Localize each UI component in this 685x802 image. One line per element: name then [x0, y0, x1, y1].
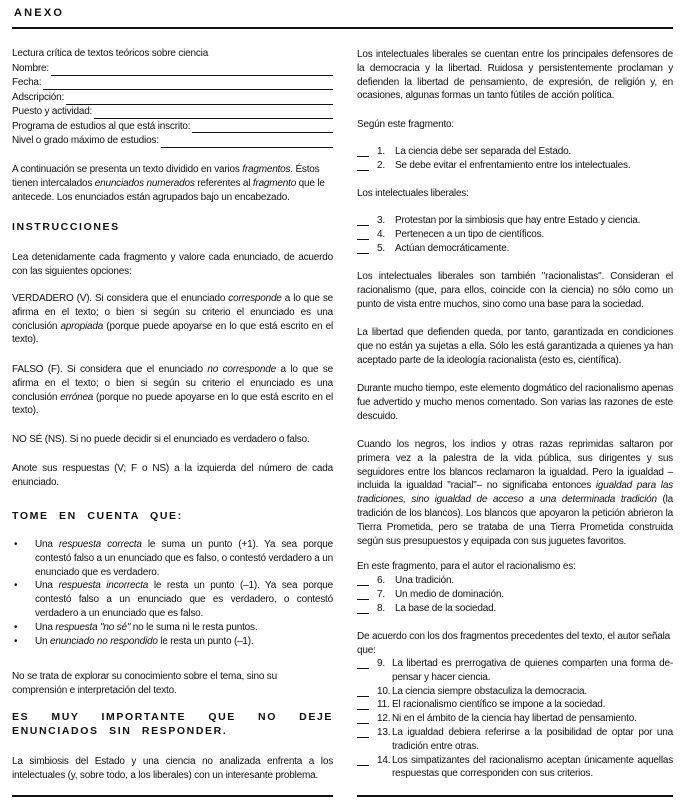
statement-text: Actúan democráticamente. [395, 242, 510, 254]
statement-item [357, 685, 673, 699]
statement-text: Pertenecen a un tipo de científicos. [395, 228, 545, 240]
bullet-icon: • [14, 539, 18, 550]
text-em: fragmentos [242, 164, 291, 175]
form-title: Lectura crítica de textos teóricos sobre ciencia [12, 48, 209, 59]
important-notice: ES MUY IMPORTANTE QUE NO DEJE ENUNCIADOS SIN RESPONDER. [12, 711, 333, 737]
bullet-icon: • [14, 580, 18, 592]
statement-text: La libertad es prerrogativa de quienes comparten una forma de-pensar y hacer ciencia. [392, 658, 673, 683]
field-line[interactable] [43, 78, 333, 90]
statement-item [357, 712, 673, 726]
text: que le antecede. Los enunciados están agrupados bajo un encabezado. [12, 177, 325, 203]
text: a lo que se afirma en el texto; o bien si según su criterio el enunciado es una conclusión [12, 293, 333, 332]
form-section [12, 47, 333, 148]
answer-blank[interactable] [357, 657, 369, 669]
statement-item [357, 657, 673, 685]
field-label: Fecha: [12, 77, 42, 89]
text: (porque puede apoyarse en lo que está escrito en el texto). [12, 320, 333, 346]
statement-text: Un medio de dominación. [395, 588, 504, 600]
answer-blank[interactable] [357, 159, 369, 171]
statement-text: La ciencia debe ser separada del Estado. [395, 146, 572, 157]
statement-item [357, 242, 673, 256]
text: no le suma ni le resta puntos. [130, 621, 258, 633]
statement-group-2 [357, 214, 673, 255]
statement-text: Protestan por la simbiosis que hay entre Estado y ciencia. [395, 215, 641, 226]
answer-blank[interactable] [357, 602, 369, 614]
instructions-lead: Lea detenidamente cada fragmento y valore cada enunciado, de acuerdo con las siguientes opciones: [12, 252, 333, 277]
statement-item [357, 214, 673, 228]
text: referentes al [194, 177, 253, 189]
statement-item [357, 574, 673, 588]
text: le resta un punto (–1). Ya sea porque contestó falso a un enunciado que es verdadero, o contestó verdadero a un enunciado que es falso. [35, 580, 333, 619]
anote-instructions: Anote sus respuestas (V; F o NS) a la izquierda del número de cada enunciado. [12, 463, 333, 488]
header-divider [12, 27, 673, 29]
text: . Éstos tienen intercalados [12, 164, 320, 189]
footer-divider-right [357, 795, 673, 797]
answer-blank[interactable] [357, 698, 369, 710]
scoring-list [12, 538, 333, 648]
text-em: apropiada [60, 320, 104, 332]
text: (porque no puede apoyarse en lo que está escrito en el texto). [12, 391, 333, 417]
field-programa[interactable] [12, 119, 333, 133]
scoring-item [12, 635, 333, 649]
fragment-2: Los intelectuales liberales son también "racionalistas". Consideran el racionalismo (que, para ellos, coincide con la ciencia) no sólo como un punto de vista entre muchos, sino como una base para la sociedad. [357, 271, 673, 310]
answer-blank[interactable] [357, 228, 369, 240]
fragment-1: Los intelectuales liberales se cuentan entre los principales defensores de la democracia y la libertad. Ruidosa y persistentemente proclaman y defienden la libertad de pensamiento, de expresión, de religión y, en ocasiones, algunas formas un tanto fútiles de acción política. [357, 49, 673, 102]
field-adscripcion[interactable] [12, 90, 333, 104]
text: (la tradición de los blancos). Los blancos que apoyaron la petición abrieron la Tierra Prometida, pero se trataba de una Tierra Prometida construida según sus presupuestos y equipada con sus juguetes favoritos. [357, 494, 674, 547]
statement-group-1 [357, 145, 673, 173]
answer-blank[interactable] [357, 214, 369, 226]
answer-blank[interactable] [357, 754, 369, 766]
statement-number: 5. [377, 242, 385, 254]
footer-divider-left [12, 795, 333, 797]
answer-blank[interactable] [357, 588, 369, 600]
intro-paragraph [12, 163, 333, 204]
text-em: respuesta "no sé" [55, 621, 131, 633]
field-nombre[interactable] [12, 61, 333, 75]
statement-text: Una tradición. [395, 575, 454, 586]
text-em: respuesta incorrecta [58, 580, 149, 592]
text: Cuando los negros, los indios y otras razas reprimidas saltaron por primera vez a la palestra de la vida pública, sus dirigentes y sus seguidores entre los blancos reclamaron la igualdad. Pero la igualdad –incluida la igualdad "racial"– no significaba entonces [357, 439, 673, 492]
statement-group-4 [357, 657, 673, 781]
answer-blank[interactable] [357, 242, 369, 254]
statement-item [357, 588, 673, 602]
statement-number: 10. [377, 685, 391, 697]
field-label: Nombre: [12, 62, 49, 74]
text-em: errónea [60, 391, 94, 403]
text-em: enunciado no respondido [49, 635, 158, 647]
statement-number: 4. [377, 228, 385, 240]
text: Una [35, 580, 59, 592]
statement-number: 7. [377, 588, 385, 600]
statement-item [357, 228, 673, 242]
statement-number: 12. [377, 713, 391, 725]
instructions-heading: INSTRUCCIONES [12, 221, 120, 233]
question-4: De acuerdo con los dos fragmentos precedentes del texto, el autor señala que: [357, 631, 671, 656]
answer-blank[interactable] [357, 145, 369, 157]
statement-number: 3. [377, 215, 385, 226]
option-verdadero [12, 292, 333, 347]
statement-text: La ciencia siempre obstaculiza la democracia. [392, 685, 587, 697]
statement-number: 2. [377, 159, 385, 171]
field-label: Programa de estudios al que está inscrito: [12, 120, 191, 132]
field-label: Nivel o grado máximo de estudios: [12, 134, 159, 146]
field-line[interactable] [192, 121, 333, 133]
text-em: fragmento [252, 177, 297, 189]
statement-item [357, 754, 673, 782]
field-label: Adscripción: [12, 91, 65, 103]
text-em: igualdad para las tradiciones, sino igualdad de acceso a una determinada tradición [357, 480, 673, 506]
field-nivel[interactable] [12, 133, 333, 147]
text: Una [35, 621, 56, 633]
statement-number: 6. [377, 575, 385, 586]
statement-number: 11. [377, 699, 390, 711]
text-em: respuesta correcta [58, 539, 142, 550]
text: Una [35, 539, 59, 550]
field-line[interactable] [51, 64, 333, 76]
answer-blank[interactable] [357, 574, 369, 586]
statement-item [357, 726, 673, 754]
statement-number: 8. [377, 602, 385, 614]
statement-group-3 [357, 574, 673, 615]
text: le resta un punto (–1). [157, 635, 254, 647]
scoring-item [12, 621, 333, 635]
scoring-item [12, 579, 333, 620]
statement-number: 9. [377, 658, 385, 669]
field-line[interactable] [94, 107, 333, 119]
scoring-item [12, 538, 333, 579]
question-1: Según este fragmento: [357, 119, 454, 130]
fragment-4: Durante mucho tiempo, este elemento dogmático del racionalismo apenas fue advertido y mucho menos comentado. Son varias las razones de este descuido. [357, 383, 673, 422]
field-label: Puesto y actividad: [12, 106, 93, 118]
statement-text: La base de la sociedad. [395, 602, 497, 614]
question-2: Los intelectuales liberales: [357, 188, 469, 199]
statement-text: Los simpatizantes del racionalismo aceptan únicamente aquellas respuestas que corresponden con sus criterios. [392, 754, 673, 780]
question-3: En este fragmento, para el autor el racionalismo es: [357, 561, 576, 572]
bullet-icon: • [14, 621, 18, 633]
statement-item [357, 159, 673, 173]
field-fecha[interactable] [12, 76, 333, 90]
text: a lo que se afirma en el texto; o bien si según su criterio el enunciado es una conclusión [12, 364, 333, 403]
statement-number: 14. [377, 754, 391, 766]
bullet-icon: • [14, 635, 18, 647]
field-puesto[interactable] [12, 105, 333, 119]
statement-text: Se debe evitar el enfrentamiento entre los intelectuales. [395, 159, 631, 171]
field-line[interactable] [66, 93, 333, 105]
statement-item [357, 145, 673, 159]
statement-item [357, 602, 673, 616]
tome-heading: TOME EN CUENTA QUE: [12, 510, 183, 522]
statement-item [357, 698, 673, 712]
answer-blank[interactable] [357, 726, 369, 738]
text-em: corresponde [228, 293, 282, 304]
option-falso [12, 363, 333, 418]
text: FALSO (F). Si considera que el enunciado [12, 364, 208, 375]
statement-text: Ni en el ámbito de la ciencia hay libertad de pensamiento. [392, 713, 637, 725]
text: Un [35, 635, 50, 647]
note-paragraph: No se trata de explorar su conocimiento sobre el tema, sino su comprensión e interpretación del texto. [12, 671, 277, 696]
text-em: no corresponde [207, 364, 276, 375]
answer-blank[interactable] [357, 712, 369, 724]
text: le suma un punto (+1). Ya sea porque contestó falso a un enunciado que es falso, o contestó verdadero a un enunciado que es verdadero. [35, 539, 334, 578]
answer-blank[interactable] [357, 685, 369, 697]
fragment-5 [357, 438, 673, 548]
text: A continuación se presenta un texto dividido en varios [12, 164, 243, 175]
text: VERDADERO (V). Si considera que el enunciado [12, 293, 229, 304]
statement-text: La igualdad debiera referirse a la posibilidad de optar por una tradición entre otras. [392, 726, 673, 752]
option-nose: NO SÉ (NS). Si no puede decidir si el enunciado es verdadero o falso. [12, 434, 310, 445]
text-em: enunciados numerados [94, 177, 195, 189]
fragment-3: La libertad que defienden queda, por tanto, garantizada en condiciones que no están ya sujetas a ella. Sólo les está garantizada a quienes ya han aceptado parte de la ideología racionalista (esto es, científica). [357, 327, 673, 366]
annex-title: ANEXO [14, 7, 65, 19]
fragment-simbiosis: La simbiosis del Estado y una ciencia no analizada enfrenta a los intelectuales (y, sobre todo, a los liberales) con un interesante problema. [12, 756, 333, 781]
statement-number: 13. [377, 726, 391, 738]
statement-text: El racionalismo científico se impone a la sociedad. [392, 699, 606, 711]
field-line[interactable] [161, 136, 333, 148]
statement-number: 1. [377, 146, 385, 157]
